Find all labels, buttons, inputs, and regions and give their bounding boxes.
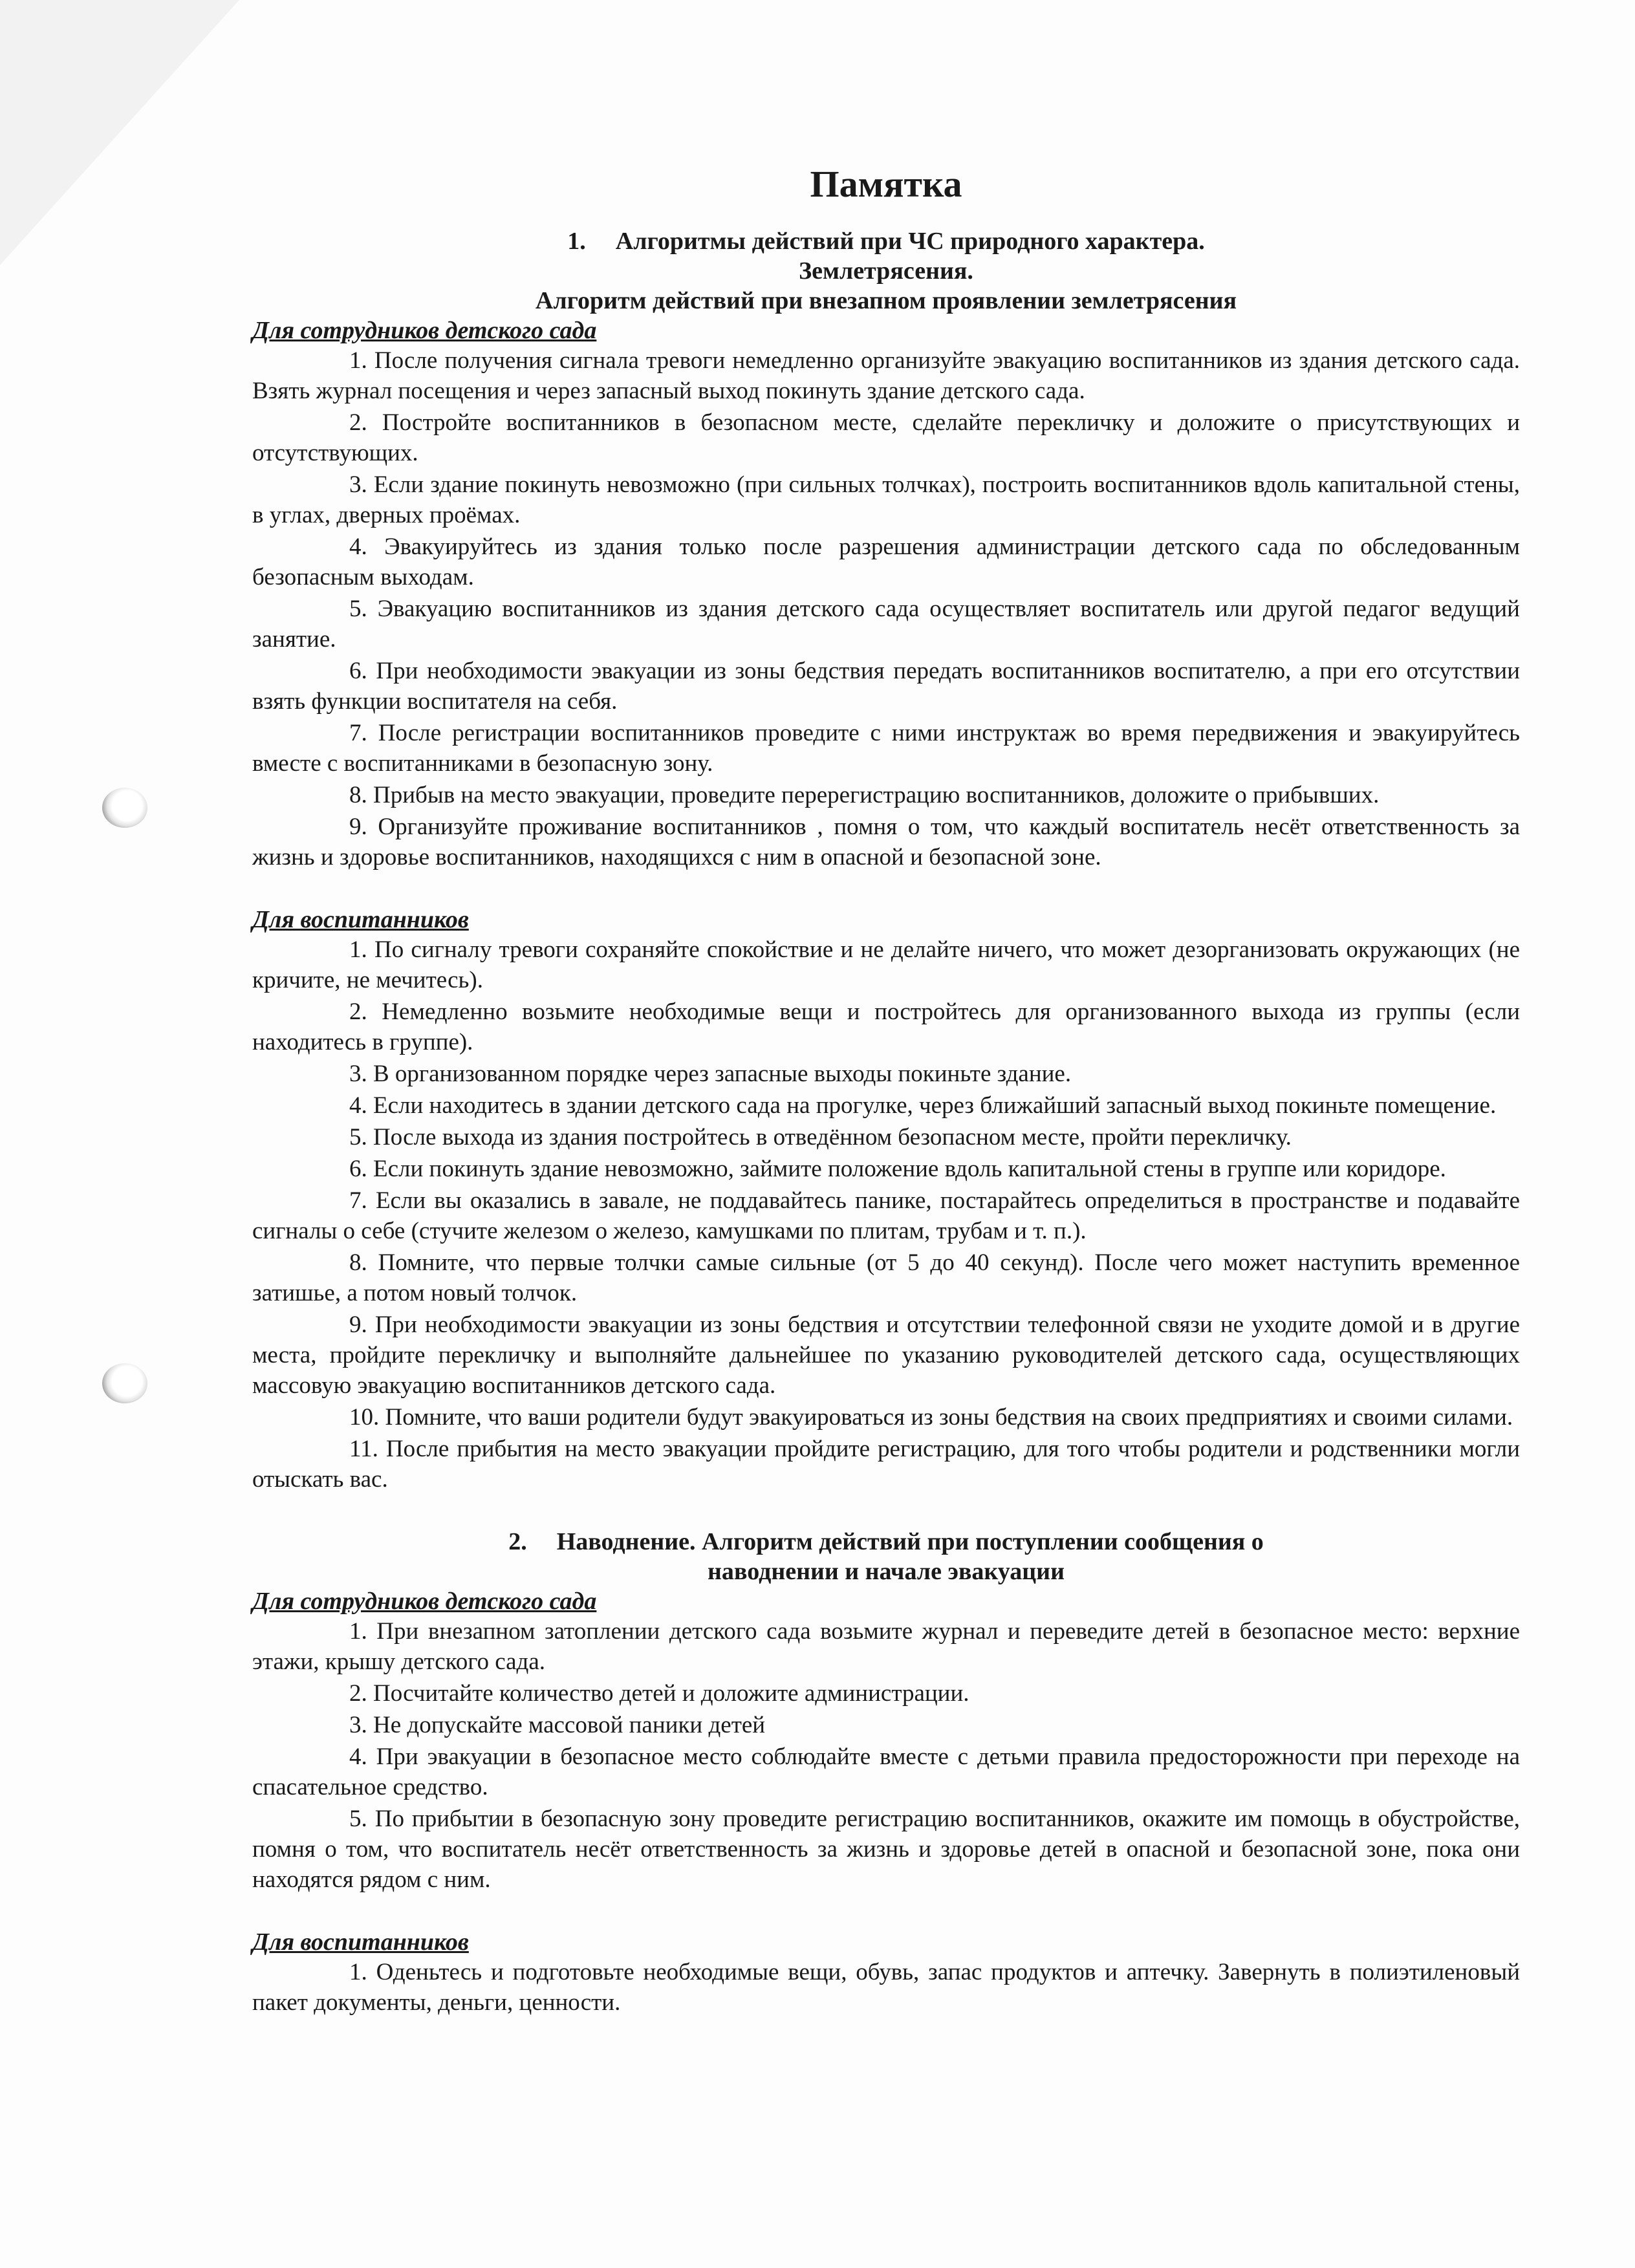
document-content (252, 162, 1520, 2019)
list-item: 8. Прибыв на место эвакуации, проведите перерегистрацию воспитанников, доложите о прибывших. (349, 782, 1380, 808)
list-item: 2. Немедленно возьмите необходимые вещи и постройтесь для организованного выхода из группы (если находитесь в группе). (252, 999, 1520, 1055)
list-item: 7. После регистрации воспитанников проведите с ними инструктаж во время передвижения и эвакуируйтесь вместе с воспитанниками в безопасную зону. (252, 720, 1520, 777)
list-item: 9. При необходимости эвакуации из зоны бедствия и отсутствии телефонной связи не уходите домой и в другие места, пройдите перекличку и выполняйте дальнейшее по указанию руководителей детского сада, осуществляющих массовую эвакуацию воспитанников детского сада. (252, 1312, 1520, 1399)
section-1-children-label: Для воспитанников (252, 906, 469, 933)
list-item: 1. После получения сигнала тревоги немедленно организуйте эвакуацию воспитанников из здания детского сада. Взять журнал посещения и через запасный выход покинуть здание детского сада. (252, 347, 1520, 404)
section-1-children-list (252, 934, 1520, 1495)
section-2-children-list (252, 1957, 1520, 2018)
list-item: 5. По прибытии в безопасную зону проведите регистрацию воспитанников, окажите им помощь в обустройстве, помня о том, что воспитатель несёт ответственность за жизнь и здоровье детей в опасной и безопасной зоне, пока они находятся рядом с ним. (252, 1806, 1520, 1893)
list-item: 11. После прибытия на место эвакуации пройдите регистрацию, для того чтобы родители и родственники могли отыскать вас. (252, 1436, 1520, 1493)
section-1-heading (252, 226, 1520, 256)
list-item: 5. Эвакуацию воспитанников из здания детского сада осуществляет воспитатель или другой педагог ведущий занятие. (252, 596, 1520, 653)
list-item: 7. Если вы оказались в завале, не поддавайтесь панике, постарайтесь определиться в пространстве и подавайте сигналы о себе (стучите железом о железо, камушками по плитам, трубам и т. п.). (252, 1187, 1520, 1244)
section-2-number: 2. (508, 1528, 527, 1555)
list-item: 1. При внезапном затоплении детского сада возьмите журнал и переведите детей в безопасное место: верхние этажи, крышу детского сада. (252, 1618, 1520, 1675)
list-item: 6. При необходимости эвакуации из зоны бедствия передать воспитанников воспитателю, а при его отсутствии взять функции воспитателя на себя. (252, 658, 1520, 715)
punch-hole-bottom (102, 1363, 147, 1403)
section-2-heading-2: наводнении и начале эвакуации (708, 1558, 1065, 1585)
section-2-children-label: Для воспитанников (252, 1928, 469, 1956)
section-1-staff-list (252, 345, 1520, 872)
section-1-staff-label: Для сотрудников детского сада (252, 317, 597, 344)
list-item: 4. Эвакуируйтесь из здания только после разрешения администрации детского сада по обследованным безопасным выходам. (252, 534, 1520, 590)
section-1-heading-text: Алгоритмы действий при ЧС природного характера. (615, 228, 1205, 255)
punch-hole-top (102, 788, 147, 828)
list-item: 1. Оденьтесь и подготовьте необходимые вещи, обувь, запас продуктов и аптечку. Завернуть в полиэтиленовый пакет документы, деньги, ценности. (252, 1959, 1520, 2016)
list-item: 3. В организованном порядке через запасные выходы покиньте здание. (349, 1061, 1072, 1087)
list-item: 2. Посчитайте количество детей и доложите администрации. (349, 1680, 969, 1707)
list-item: 8. Помните, что первые толчки самые сильные (от 5 до 40 секунд). После чего может наступить временное затишье, а потом новый толчок. (252, 1249, 1520, 1306)
page-title: Памятка (810, 163, 962, 205)
list-item: 3. Не допускайте массовой паники детей (349, 1712, 766, 1738)
list-item: 9. Организуйте проживание воспитанников , помня о том, что каждый воспитатель несёт ответственность за жизнь и здоровье воспитанников, находящихся с ним в опасной и безопасной зоне. (252, 814, 1520, 870)
section-1-subheading: Землетрясения. (799, 257, 973, 285)
section-2-heading-text: Наводнение. Алгоритм действий при поступлении сообщения о (556, 1528, 1264, 1555)
list-item: 4. Если находитесь в здании детского сада на прогулке, через ближайший запасный выход покиньте помещение. (349, 1092, 1497, 1119)
section-2-staff-list (252, 1616, 1520, 1895)
list-item: 10. Помните, что ваши родители будут эвакуироваться из зоны бедствия на своих предприятиях и своими силами. (349, 1404, 1513, 1431)
list-item: 5. После выхода из здания постройтесь в отведённом безопасном месте, пройти перекличку. (349, 1124, 1292, 1150)
list-item: 3. Если здание покинуть невозможно (при сильных толчках), построить воспитанников вдоль капитальной стены, в углах, дверных проёмах. (252, 471, 1520, 528)
list-item: 2. Постройте воспитанников в безопасном месте, сделайте перекличку и доложите о присутствующих и отсутствующих. (252, 409, 1520, 466)
section-2-staff-label: Для сотрудников детского сада (252, 1588, 597, 1615)
section-1-number: 1. (567, 228, 586, 255)
list-item: 6. Если покинуть здание невозможно, займите положение вдоль капитальной стены в группе или коридоре. (349, 1156, 1446, 1182)
section-1-subheading-2: Алгоритм действий при внезапном проявлении землетрясения (535, 287, 1237, 314)
section-2-heading (252, 1527, 1520, 1557)
list-item: 4. При эвакуации в безопасное место соблюдайте вместе с детьми правила предосторожности при переходе на спасательное средство. (252, 1744, 1520, 1800)
list-item: 1. По сигналу тревоги сохраняйте спокойствие и не делайте ничего, что может дезорганизовать окружающих (не кричите, не мечитесь). (252, 936, 1520, 993)
